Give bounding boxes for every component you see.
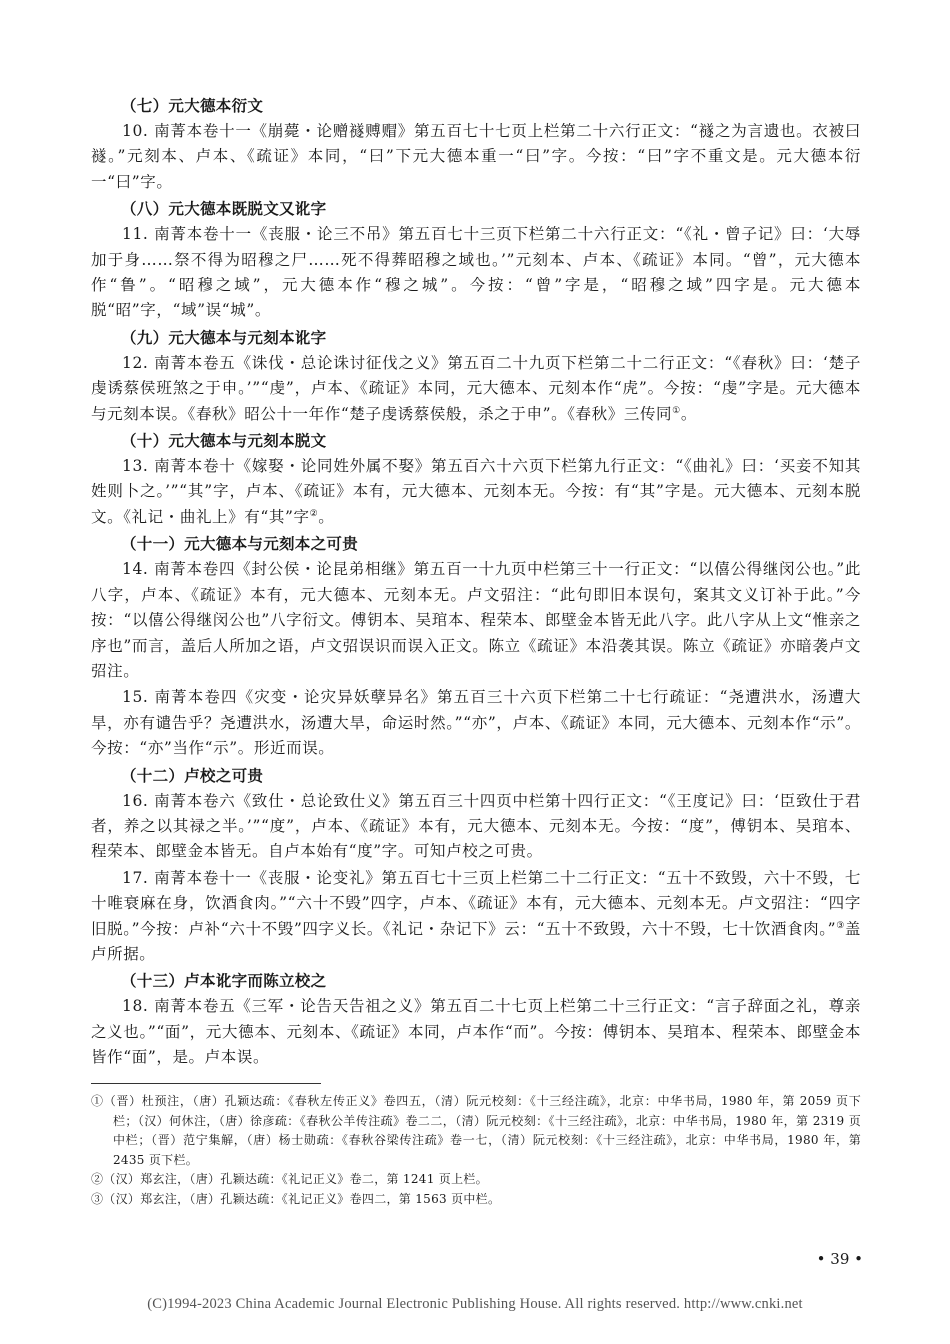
footnote-mark[interactable]: ③ <box>836 920 845 931</box>
paragraph-text: 。 <box>680 404 697 423</box>
paragraph: 10. 南菁本卷十一《崩薨・论赠襚赙赗》第五百七十七页上栏第二十六行正文：“襚之为言遗也。衣被曰襚。”元刻本、卢本、《疏证》本同，“曰”下元大德本重一“曰”字。今按：“曰”字不重文是。元大德本衍一“曰”字。 <box>91 122 861 191</box>
paragraph: 15. 南菁本卷四《灾变・论灾异妖孽异名》第五百三十六页下栏第二十七行疏证：“尧遭洪水，汤遭大旱，亦有谴告乎？尧遭洪水，汤遭大旱，命运时然。”“亦”，卢本、《疏证》本同，元大德本、元刻本作“示”。今按：“亦”当作“示”。形近而误。 <box>91 688 861 758</box>
paragraph <box>91 866 861 968</box>
footnotes <box>91 1092 861 1209</box>
paragraph-text: 17. 南菁本卷十一《丧服・论变礼》第五百七十三页上栏第二十二行正文：“五十不致毁，六十不毁，七十唯衰麻在身，饮酒食肉。”“六十不毁”四字，卢本、《疏证》本有，元大德本、元刻本无。卢文弨注：“四字旧脱。”今按：卢补“六十不毁”四字义长。《礼记・杂记下》云：“五十不致毁，六十不毁，七十饮酒食肉。” <box>91 868 861 938</box>
paragraph <box>91 454 861 530</box>
copyright-notice: (C)1994-2023 China Academic Journal Electronic Publishing House. All rights reserved. http://www.cnki.net <box>147 1296 803 1312</box>
footnote: ③（汉）郑玄注，（唐）孔颖达疏：《礼记正义》卷四二，第 1563 页中栏。 <box>91 1191 501 1206</box>
paragraph-text: 盖卢所据。 <box>91 919 862 963</box>
paragraph: 16. 南菁本卷六《致仕・总论致仕义》第五百三十四页中栏第十四行正文：“《王度记》曰：‘臣致仕于君者，养之以其禄之半。’”“度”，卢本、《疏证》本有，元大德本、元刻本无。今按：“度”，傅钥本、吴琯本、程荣本、郎壁金本皆无。自卢本始有“度”字。可知卢校之可贵。 <box>91 791 861 861</box>
section-heading: （九）元大德本与元刻本讹字 <box>121 328 327 347</box>
footnote-divider <box>91 1083 321 1084</box>
section-heading: （十）元大德本与元刻本脱文 <box>121 432 327 451</box>
paragraph: 14. 南菁本卷四《封公侯・论昆弟相继》第五百一十九页中栏第三十一行正文：“以僖公得继闵公也。”此八字，卢本、《疏证》本有，元大德本、元刻本无。卢文弨注：“此句即旧本误句，案其文义订补于此。”今按：“以僖公得继闵公也”八字衍文。傅钥本、吴琯本、程荣本、郎壁金本皆无此八字。此八字从上文“惟亲之序也”而言，盖后人所加之语，卢文弨误识而误入正文。陈立《疏证》本沿袭其误。陈立《疏证》亦暗袭卢文弨注。 <box>91 560 861 680</box>
footnote-mark[interactable]: ② <box>309 508 319 519</box>
paragraph <box>91 351 861 427</box>
paragraph: 18. 南菁本卷五《三军・论告天告祖之义》第五百二十七页上栏第二十三行正文：“言子辞面之礼，尊亲之义也。”“面”，元大德本、元刻本、《疏证》本同，卢本作“而”。今按：傅钥本、吴琯本、程荣本、郎壁金本皆作“面”，是。卢本误。 <box>91 997 861 1067</box>
section-heading: （七）元大德本衍文 <box>121 97 264 115</box>
paragraph-text: 12. 南菁本卷五《诛伐・总论诛讨征伐之义》第五百二十九页下栏第二十二行正文：“《春秋》曰：‘楚子虔诱蔡侯班煞之于申。’”“虔”，卢本、《疏证》本同，元大德本、元刻本作“虎”。今按：“虔”字是。元大德本与元刻本误。《春秋》昭公十一年作“楚子虔诱蔡侯般，杀之于申”。《春秋》三传同 <box>91 353 861 423</box>
footnote-mark[interactable]: ① <box>672 405 681 416</box>
paragraph: 11. 南菁本卷十一《丧服・论三不吊》第五百七十三页下栏第二十六行正文：“《礼・曾子记》曰：‘大辱加于身……祭不得为昭穆之尸……死不得葬昭穆之域也。’”元刻本、卢本、《疏证》本同。“曾”，元大德本作“鲁”。“昭穆之域”，元大德本作“穆之城”。今按：“曾”字是，“昭穆之域”四字是。元大德本脱“昭”字，“域”误“城”。 <box>91 225 861 320</box>
section-heading: （八）元大德本既脱文又讹字 <box>121 200 327 219</box>
section-heading: （十一）元大德本与元刻本之可贵 <box>121 535 359 554</box>
footnote: ①（晋）杜预注，（唐）孔颖达疏：《春秋左传正义》卷四五，（清）阮元校刻：《十三经注疏》，北京：中华书局，1980 年，第 2059 页下栏；（汉）何休注，（唐）徐彦疏：《春秋公羊传注疏》卷二二，（清）阮元校刻：《十三经注疏》，北京：中华书局，1980 年，第 2319 页中栏；（晋）范宁集解，（唐）杨士勋疏：《春秋谷梁传注疏》卷一七，（清）阮元校刻：《十三经注疏》，北京：中华书局，1980 年，第 2435 页下栏。 <box>91 1094 861 1167</box>
page-number: • 39 • <box>816 1250 863 1268</box>
section-heading: （十二）卢校之可贵 <box>121 766 264 785</box>
paragraph-text: 13. 南菁本卷十《嫁娶・论同姓外属不娶》第五百六十六页下栏第九行正文：“《曲礼》曰：‘买妾不知其姓则卜之。’”“其”字，卢本、《疏证》本有，元大德本、元刻本无。今按：有“其”字是。元大德本、元刻本脱文。《礼记・曲礼上》有“其”字 <box>91 457 861 526</box>
footnote: ②（汉）郑玄注，（唐）孔颖达疏：《礼记正义》卷二，第 1241 页上栏。 <box>91 1172 488 1186</box>
main-text <box>91 92 861 1072</box>
paragraph-text: 。 <box>318 507 335 526</box>
section-heading: （十三）卢本讹字而陈立校之 <box>121 972 327 991</box>
